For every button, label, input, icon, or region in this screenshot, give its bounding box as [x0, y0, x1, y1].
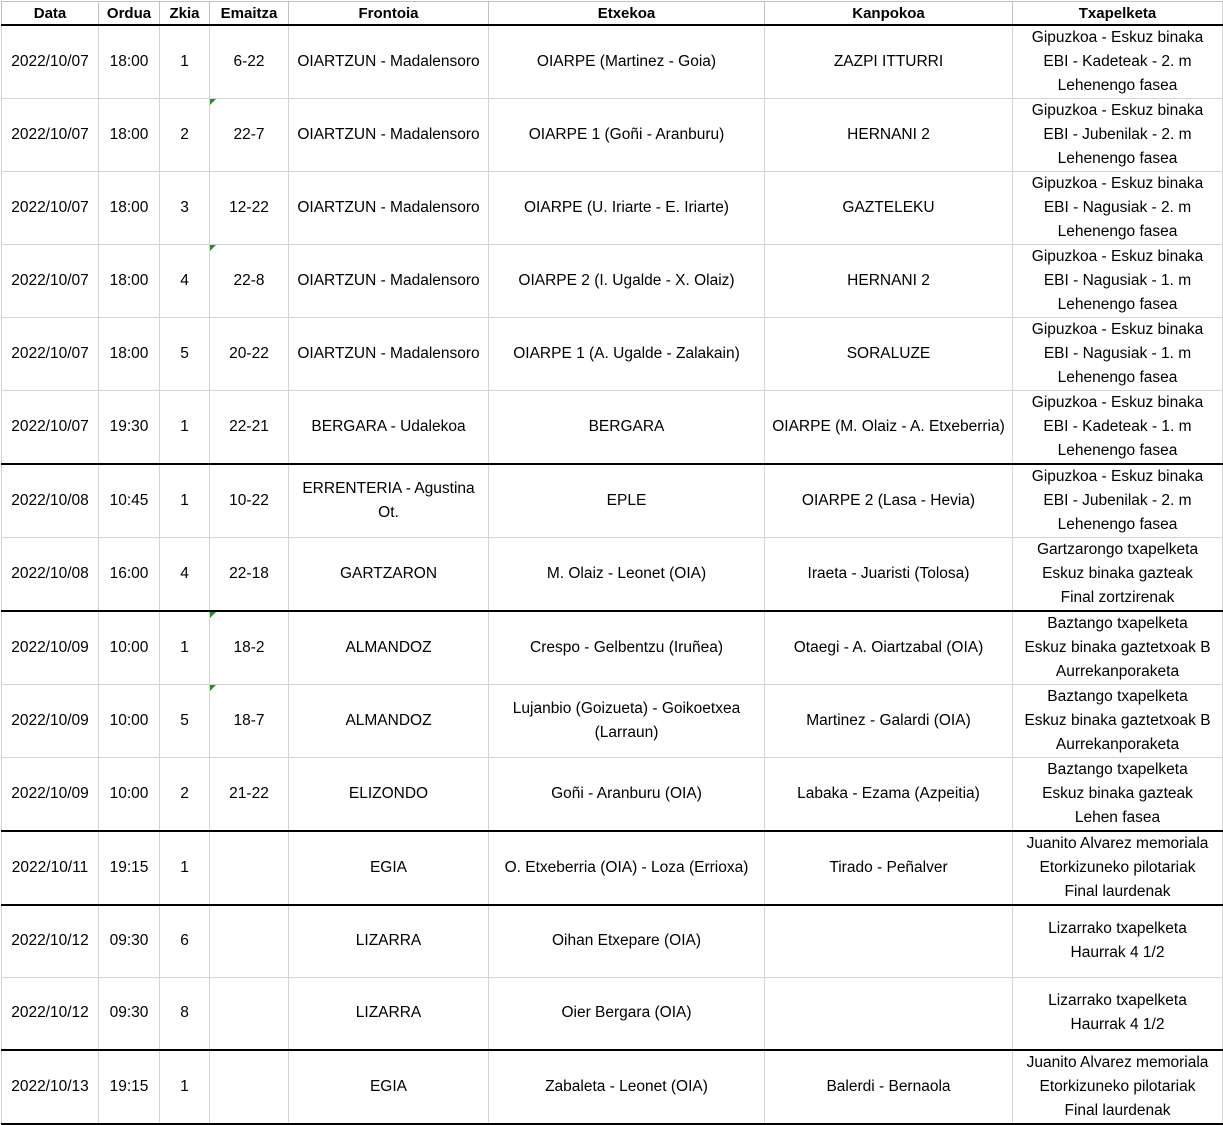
cell-etxekoa[interactable]	[489, 245, 765, 318]
cell-data[interactable]	[2, 905, 99, 977]
txapelketa-line: Gipuzkoa - Eskuz binaka	[1031, 102, 1204, 119]
table-row	[2, 538, 1223, 612]
cell-zkia-text: 2	[180, 126, 189, 143]
cell-frontoia-text: EGIA	[369, 859, 408, 876]
table-row	[2, 464, 1223, 538]
txapelketa-line: Lehenengo fasea	[1057, 369, 1178, 386]
cell-frontoia[interactable]	[289, 538, 489, 612]
cell-txapelketa[interactable]	[1013, 25, 1223, 99]
cell-etxekoa-text: Goñi - Aranburu (OIA)	[551, 785, 702, 802]
cell-txapelketa[interactable]	[1013, 611, 1223, 685]
cell-etxekoa[interactable]	[489, 99, 765, 172]
cell-txapelketa[interactable]	[1013, 538, 1223, 612]
cell-frontoia[interactable]	[289, 758, 489, 832]
cell-ordua-text: 18:00	[109, 53, 149, 70]
cell-kanpokoa[interactable]	[765, 611, 1013, 685]
cell-kanpokoa[interactable]	[765, 905, 1013, 977]
cell-frontoia[interactable]	[289, 172, 489, 245]
cell-etxekoa[interactable]	[489, 318, 765, 391]
cell-frontoia-text: ALMANDOZ	[345, 712, 432, 729]
cell-frontoia[interactable]	[289, 831, 489, 905]
table-row	[2, 172, 1223, 245]
cell-kanpokoa[interactable]	[765, 391, 1013, 465]
table-row	[2, 25, 1223, 99]
cell-etxekoa[interactable]	[489, 831, 765, 905]
cell-data[interactable]	[2, 99, 99, 172]
cell-ordua[interactable]	[99, 391, 160, 465]
cell-etxekoa[interactable]	[489, 538, 765, 612]
cell-emaitza-text: 20-22	[229, 345, 269, 362]
cell-emaitza-text: 6-22	[233, 53, 265, 70]
cell-emaitza[interactable]	[210, 758, 289, 832]
cell-emaitza[interactable]	[210, 1050, 289, 1124]
txapelketa-line: Lehen fasea	[1074, 809, 1161, 826]
cell-emaitza[interactable]	[210, 245, 289, 318]
cell-emaitza[interactable]	[210, 318, 289, 391]
cell-kanpokoa-text: OIARPE (M. Olaiz - A. Etxeberria)	[772, 418, 1005, 435]
cell-data[interactable]	[2, 758, 99, 832]
header-zkia[interactable]: Zkia	[160, 2, 210, 26]
cell-frontoia-text: ALMANDOZ	[345, 639, 432, 656]
cell-etxekoa-text: OIARPE 2 (I. Ugalde - X. Olaiz)	[518, 272, 735, 289]
txapelketa-line: EBI - Kadeteak - 2. m	[1043, 53, 1192, 70]
cell-zkia[interactable]	[160, 245, 210, 318]
comment-marker-icon	[210, 685, 216, 691]
cell-data-text: 2022/10/11	[11, 859, 89, 876]
cell-frontoia[interactable]	[289, 905, 489, 977]
cell-frontoia-text: LIZARRA	[355, 932, 422, 950]
txapelketa-line: Gipuzkoa - Eskuz binaka	[1031, 468, 1204, 485]
cell-frontoia-text: OIARTZUN - Madalensoro	[297, 345, 480, 362]
cell-ordua[interactable]	[99, 538, 160, 612]
txapelketa-line: Gipuzkoa - Eskuz binaka	[1031, 321, 1204, 338]
cell-zkia-text: 1	[180, 859, 189, 876]
cell-kanpokoa-text: HERNANI 2	[847, 126, 930, 143]
cell-zkia[interactable]	[160, 758, 210, 832]
cell-ordua-text: 19:15	[109, 1078, 149, 1095]
cell-etxekoa[interactable]	[489, 977, 765, 1050]
results-table	[1, 1, 1223, 1125]
txapelketa-line: Gipuzkoa - Eskuz binaka	[1031, 248, 1204, 265]
cell-emaitza[interactable]	[210, 391, 289, 465]
cell-emaitza[interactable]	[210, 977, 289, 1050]
cell-emaitza-text: 10-22	[229, 492, 269, 509]
cell-data[interactable]	[2, 464, 99, 538]
cell-zkia[interactable]	[160, 318, 210, 391]
cell-ordua-text: 10:00	[109, 639, 149, 656]
table-row	[2, 685, 1223, 758]
cell-etxekoa[interactable]	[489, 464, 765, 538]
cell-emaitza-text: 18-2	[233, 639, 265, 656]
cell-ordua[interactable]	[99, 758, 160, 832]
txapelketa-line: Aurrekanporaketa	[1055, 663, 1180, 680]
cell-emaitza[interactable]	[210, 99, 289, 172]
cell-txapelketa[interactable]	[1013, 172, 1223, 245]
cell-txapelketa[interactable]	[1013, 391, 1223, 465]
cell-frontoia[interactable]	[289, 318, 489, 391]
cell-kanpokoa[interactable]	[765, 758, 1013, 832]
cell-ordua-text: 18:00	[109, 345, 149, 362]
cell-etxekoa-text: Lujanbio (Goizueta) - Goikoetxea (Larraun)	[512, 700, 741, 741]
cell-emaitza[interactable]	[210, 831, 289, 905]
cell-emaitza-text: 22-21	[229, 418, 269, 435]
cell-etxekoa[interactable]	[489, 1050, 765, 1124]
cell-frontoia-text: OIARTZUN - Madalensoro	[297, 272, 480, 289]
cell-zkia-text: 1	[180, 1078, 189, 1095]
cell-zkia[interactable]	[160, 905, 210, 977]
cell-etxekoa-text: OIARPE 1 (Goñi - Aranburu)	[528, 126, 725, 143]
txapelketa-line: Haurrak 4 1/2	[1070, 1016, 1165, 1034]
cell-zkia[interactable]	[160, 1050, 210, 1124]
cell-zkia-text: 1	[180, 639, 189, 656]
cell-ordua[interactable]	[99, 99, 160, 172]
cell-frontoia[interactable]	[289, 391, 489, 465]
cell-data[interactable]	[2, 611, 99, 685]
cell-emaitza[interactable]	[210, 685, 289, 758]
txapelketa-line: Gipuzkoa - Eskuz binaka	[1031, 394, 1204, 411]
cell-kanpokoa[interactable]	[765, 1050, 1013, 1124]
header-txapelketa[interactable]: Txapelketa	[1013, 2, 1223, 26]
cell-ordua-text: 19:30	[109, 418, 149, 435]
txapelketa-line: Gartzarongo txapelketa	[1036, 541, 1199, 558]
cell-kanpokoa-text: Labaka - Ezama (Azpeitia)	[797, 785, 980, 802]
cell-zkia-text: 1	[180, 53, 189, 70]
cell-data[interactable]	[2, 977, 99, 1050]
cell-ordua-text: 18:00	[109, 126, 149, 143]
cell-frontoia[interactable]	[289, 977, 489, 1050]
cell-etxekoa-text: BERGARA	[588, 418, 665, 435]
cell-emaitza-text: 18-7	[233, 712, 265, 729]
cell-frontoia[interactable]	[289, 99, 489, 172]
cell-data-text: 2022/10/07	[11, 418, 89, 435]
cell-emaitza[interactable]	[210, 538, 289, 612]
txapelketa-line: Gipuzkoa - Eskuz binaka	[1031, 29, 1204, 46]
cell-txapelketa[interactable]	[1013, 464, 1223, 538]
cell-etxekoa[interactable]	[489, 391, 765, 465]
cell-etxekoa-text: M. Olaiz - Leonet (OIA)	[546, 565, 707, 582]
cell-emaitza-text: 21-22	[229, 785, 269, 802]
txapelketa-line: Lehenengo fasea	[1057, 77, 1178, 94]
txapelketa-line: Etorkizuneko pilotariak	[1039, 1078, 1196, 1095]
cell-data-text: 2022/10/07	[11, 199, 89, 216]
txapelketa-line: Lizarrako txapelketa	[1048, 920, 1187, 938]
cell-data-text: 2022/10/08	[11, 492, 89, 509]
cell-etxekoa-text: Crespo - Gelbentzu (Iruñea)	[530, 639, 723, 656]
cell-etxekoa-text: Zabaleta - Leonet (OIA)	[545, 1078, 708, 1095]
cell-kanpokoa-text: ZAZPI ITTURRI	[833, 53, 944, 70]
cell-kanpokoa-text: Balerdi - Bernaola	[826, 1078, 951, 1095]
cell-data-text: 2022/10/13	[11, 1078, 89, 1095]
cell-data[interactable]	[2, 245, 99, 318]
txapelketa-line: Final laurdenak	[1064, 883, 1171, 900]
table-row	[2, 391, 1223, 465]
cell-etxekoa[interactable]	[489, 611, 765, 685]
table-row	[2, 99, 1223, 172]
cell-emaitza[interactable]	[210, 464, 289, 538]
cell-etxekoa[interactable]	[489, 25, 765, 99]
cell-zkia-text: 4	[180, 565, 189, 582]
cell-frontoia-text: ERRENTERIA - Agustina Ot.	[302, 480, 475, 521]
cell-etxekoa[interactable]	[489, 905, 765, 977]
table-row	[2, 611, 1223, 685]
cell-txapelketa[interactable]	[1013, 99, 1223, 172]
table-row	[2, 758, 1223, 832]
cell-kanpokoa-text: OIARPE 2 (Lasa - Hevia)	[801, 492, 976, 509]
txapelketa-line: Baztango txapelketa	[1047, 761, 1188, 778]
cell-data[interactable]	[2, 318, 99, 391]
cell-emaitza[interactable]	[210, 25, 289, 99]
header-etxekoa[interactable]: Etxekoa	[489, 2, 765, 26]
cell-data-text: 2022/10/09	[11, 712, 89, 729]
txapelketa-line: Baztango txapelketa	[1047, 615, 1188, 632]
cell-frontoia-text: ELIZONDO	[348, 785, 429, 802]
cell-frontoia[interactable]	[289, 1050, 489, 1124]
cell-zkia[interactable]	[160, 685, 210, 758]
cell-ordua-text: 10:45	[109, 492, 149, 509]
txapelketa-line: Juanito Alvarez memoriala	[1026, 835, 1209, 852]
cell-ordua[interactable]	[99, 172, 160, 245]
txapelketa-line: Lehenengo fasea	[1057, 150, 1178, 167]
cell-data[interactable]	[2, 538, 99, 612]
txapelketa-line: Eskuz binaka gaztetxoak B	[1024, 712, 1211, 729]
txapelketa-line: Lehenengo fasea	[1057, 516, 1178, 533]
txapelketa-line: Eskuz binaka gaztetxoak B	[1024, 639, 1211, 656]
cell-etxekoa-text: OIARPE 1 (A. Ugalde - Zalakain)	[513, 345, 740, 362]
cell-ordua-text: 18:00	[109, 272, 149, 289]
cell-emaitza-text: 22-18	[229, 565, 269, 582]
cell-emaitza-text: 22-7	[233, 126, 265, 143]
header-emaitza[interactable]: Emaitza	[210, 2, 289, 26]
cell-txapelketa[interactable]	[1013, 685, 1223, 758]
cell-kanpokoa-text: GAZTELEKU	[842, 199, 935, 216]
cell-ordua[interactable]	[99, 25, 160, 99]
cell-data-text: 2022/10/12	[11, 932, 89, 950]
cell-etxekoa-text: O. Etxeberria (OIA) - Loza (Errioxa)	[504, 859, 749, 876]
cell-zkia[interactable]	[160, 99, 210, 172]
cell-zkia-text: 2	[180, 785, 189, 802]
table-row	[2, 905, 1223, 977]
cell-emaitza[interactable]	[210, 905, 289, 977]
cell-txapelketa[interactable]	[1013, 758, 1223, 832]
cell-zkia[interactable]	[160, 25, 210, 99]
txapelketa-line: Final laurdenak	[1064, 1102, 1171, 1119]
cell-kanpokoa-text: Tirado - Peñalver	[829, 859, 948, 876]
cell-txapelketa[interactable]	[1013, 831, 1223, 905]
cell-kanpokoa-text: Iraeta - Juaristi (Tolosa)	[807, 565, 970, 582]
cell-data-text: 2022/10/09	[11, 639, 89, 656]
cell-data[interactable]	[2, 391, 99, 465]
cell-kanpokoa[interactable]	[765, 318, 1013, 391]
cell-ordua-text: 09:30	[109, 932, 149, 950]
txapelketa-line: Juanito Alvarez memoriala	[1026, 1054, 1209, 1071]
txapelketa-line: Eskuz binaka gazteak	[1042, 565, 1193, 582]
cell-kanpokoa[interactable]	[765, 172, 1013, 245]
cell-zkia[interactable]	[160, 391, 210, 465]
txapelketa-line: EBI - Nagusiak - 2. m	[1043, 199, 1192, 216]
cell-txapelketa[interactable]	[1013, 318, 1223, 391]
header-frontoia[interactable]: Frontoia	[289, 2, 489, 26]
cell-frontoia-text: OIARTZUN - Madalensoro	[297, 199, 480, 216]
cell-ordua-text: 10:00	[109, 785, 149, 802]
table-row	[2, 318, 1223, 391]
cell-data-text: 2022/10/07	[11, 126, 89, 143]
comment-marker-icon	[210, 245, 216, 251]
header-row	[2, 2, 1223, 26]
table-row	[2, 245, 1223, 318]
cell-ordua[interactable]	[99, 318, 160, 391]
cell-frontoia[interactable]	[289, 611, 489, 685]
cell-data[interactable]	[2, 1050, 99, 1124]
cell-ordua-text: 10:00	[109, 712, 149, 729]
cell-frontoia-text: LIZARRA	[355, 1004, 422, 1022]
txapelketa-line: Lehenengo fasea	[1057, 296, 1178, 313]
txapelketa-line: EBI - Kadeteak - 1. m	[1043, 418, 1192, 435]
cell-frontoia-text: OIARTZUN - Madalensoro	[297, 53, 480, 70]
cell-ordua-text: 18:00	[109, 199, 149, 216]
txapelketa-line: EBI - Nagusiak - 1. m	[1043, 345, 1192, 362]
cell-data[interactable]	[2, 172, 99, 245]
comment-marker-icon	[210, 99, 216, 105]
cell-data[interactable]	[2, 685, 99, 758]
cell-frontoia[interactable]	[289, 685, 489, 758]
cell-data[interactable]	[2, 831, 99, 905]
cell-kanpokoa[interactable]	[765, 831, 1013, 905]
cell-kanpokoa[interactable]	[765, 464, 1013, 538]
txapelketa-line: Etorkizuneko pilotariak	[1039, 859, 1196, 876]
cell-data-text: 2022/10/12	[11, 1004, 89, 1022]
txapelketa-line: Final zortzirenak	[1060, 589, 1175, 606]
cell-frontoia-text: EGIA	[369, 1078, 408, 1095]
txapelketa-line: Lehenengo fasea	[1057, 223, 1178, 240]
cell-frontoia[interactable]	[289, 25, 489, 99]
cell-kanpokoa[interactable]	[765, 99, 1013, 172]
cell-zkia-text: 8	[180, 1004, 189, 1022]
cell-zkia[interactable]	[160, 831, 210, 905]
table-row	[2, 831, 1223, 905]
cell-zkia-text: 1	[180, 492, 189, 509]
cell-ordua[interactable]	[99, 611, 160, 685]
cell-ordua[interactable]	[99, 905, 160, 977]
cell-data-text: 2022/10/07	[11, 272, 89, 289]
cell-emaitza-text: 12-22	[229, 199, 269, 216]
header-data[interactable]: Data	[2, 2, 99, 26]
cell-kanpokoa-text: Martinez - Galardi (OIA)	[806, 712, 971, 729]
cell-kanpokoa[interactable]	[765, 245, 1013, 318]
cell-ordua[interactable]	[99, 245, 160, 318]
cell-etxekoa[interactable]	[489, 172, 765, 245]
cell-etxekoa-text: OIARPE (U. Iriarte - E. Iriarte)	[524, 199, 729, 216]
cell-kanpokoa-text: SORALUZE	[846, 345, 931, 362]
cell-txapelketa[interactable]	[1013, 905, 1223, 977]
header-ordua[interactable]: Ordua	[99, 2, 160, 26]
cell-ordua-text: 09:30	[109, 1004, 149, 1022]
table-row	[2, 1050, 1223, 1124]
cell-etxekoa-text: Oier Bergara (OIA)	[561, 1004, 692, 1022]
cell-data-text: 2022/10/08	[11, 565, 89, 582]
cell-txapelketa[interactable]	[1013, 1050, 1223, 1124]
table-row	[2, 977, 1223, 1050]
cell-zkia-text: 4	[180, 272, 189, 289]
cell-frontoia-text: GARTZARON	[339, 565, 438, 582]
cell-kanpokoa[interactable]	[765, 685, 1013, 758]
cell-data-text: 2022/10/07	[11, 53, 89, 70]
txapelketa-line: EBI - Jubenilak - 2. m	[1043, 126, 1192, 143]
cell-zkia[interactable]	[160, 172, 210, 245]
txapelketa-line: Aurrekanporaketa	[1055, 736, 1180, 753]
txapelketa-line: EBI - Nagusiak - 1. m	[1043, 272, 1192, 289]
cell-ordua-text: 19:15	[109, 859, 149, 876]
cell-txapelketa[interactable]	[1013, 245, 1223, 318]
cell-etxekoa-text: EPLE	[606, 492, 647, 509]
cell-etxekoa[interactable]	[489, 685, 765, 758]
cell-data-text: 2022/10/09	[11, 785, 89, 802]
cell-zkia-text: 6	[180, 932, 189, 950]
cell-etxekoa-text: Oihan Etxepare (OIA)	[551, 932, 702, 950]
cell-zkia-text: 5	[180, 345, 189, 362]
cell-txapelketa[interactable]	[1013, 977, 1223, 1050]
cell-data-text: 2022/10/07	[11, 345, 89, 362]
txapelketa-line: EBI - Jubenilak - 2. m	[1043, 492, 1192, 509]
cell-frontoia-text: BERGARA - Udalekoa	[311, 418, 466, 435]
cell-ordua[interactable]	[99, 685, 160, 758]
cell-kanpokoa-text: Otaegi - A. Oiartzabal (OIA)	[793, 639, 984, 656]
cell-etxekoa[interactable]	[489, 758, 765, 832]
txapelketa-line: Lehenengo fasea	[1057, 442, 1178, 459]
cell-zkia[interactable]	[160, 464, 210, 538]
txapelketa-line: Baztango txapelketa	[1047, 688, 1188, 705]
cell-data[interactable]	[2, 25, 99, 99]
cell-frontoia[interactable]	[289, 245, 489, 318]
cell-emaitza-text: 22-8	[233, 272, 265, 289]
comment-marker-icon	[210, 612, 216, 618]
cell-ordua[interactable]	[99, 1050, 160, 1124]
cell-zkia-text: 5	[180, 712, 189, 729]
cell-kanpokoa-text: HERNANI 2	[847, 272, 930, 289]
cell-kanpokoa[interactable]	[765, 977, 1013, 1050]
cell-etxekoa-text: OIARPE (Martinez - Goia)	[536, 53, 717, 70]
cell-ordua[interactable]	[99, 464, 160, 538]
cell-ordua[interactable]	[99, 977, 160, 1050]
txapelketa-line: Haurrak 4 1/2	[1070, 944, 1165, 962]
cell-zkia[interactable]	[160, 977, 210, 1050]
cell-emaitza[interactable]	[210, 172, 289, 245]
cell-frontoia[interactable]	[289, 464, 489, 538]
cell-ordua-text: 16:00	[109, 565, 149, 582]
cell-zkia-text: 1	[180, 418, 189, 435]
header-kanpokoa[interactable]: Kanpokoa	[765, 2, 1013, 26]
txapelketa-line: Gipuzkoa - Eskuz binaka	[1031, 175, 1204, 192]
cell-emaitza[interactable]	[210, 611, 289, 685]
cell-zkia[interactable]	[160, 611, 210, 685]
txapelketa-line: Lizarrako txapelketa	[1048, 992, 1187, 1010]
cell-frontoia-text: OIARTZUN - Madalensoro	[297, 126, 480, 143]
cell-zkia[interactable]	[160, 538, 210, 612]
cell-ordua[interactable]	[99, 831, 160, 905]
txapelketa-line: Eskuz binaka gazteak	[1042, 785, 1193, 802]
cell-kanpokoa[interactable]	[765, 538, 1013, 612]
cell-zkia-text: 3	[180, 199, 189, 216]
cell-kanpokoa[interactable]	[765, 25, 1013, 99]
